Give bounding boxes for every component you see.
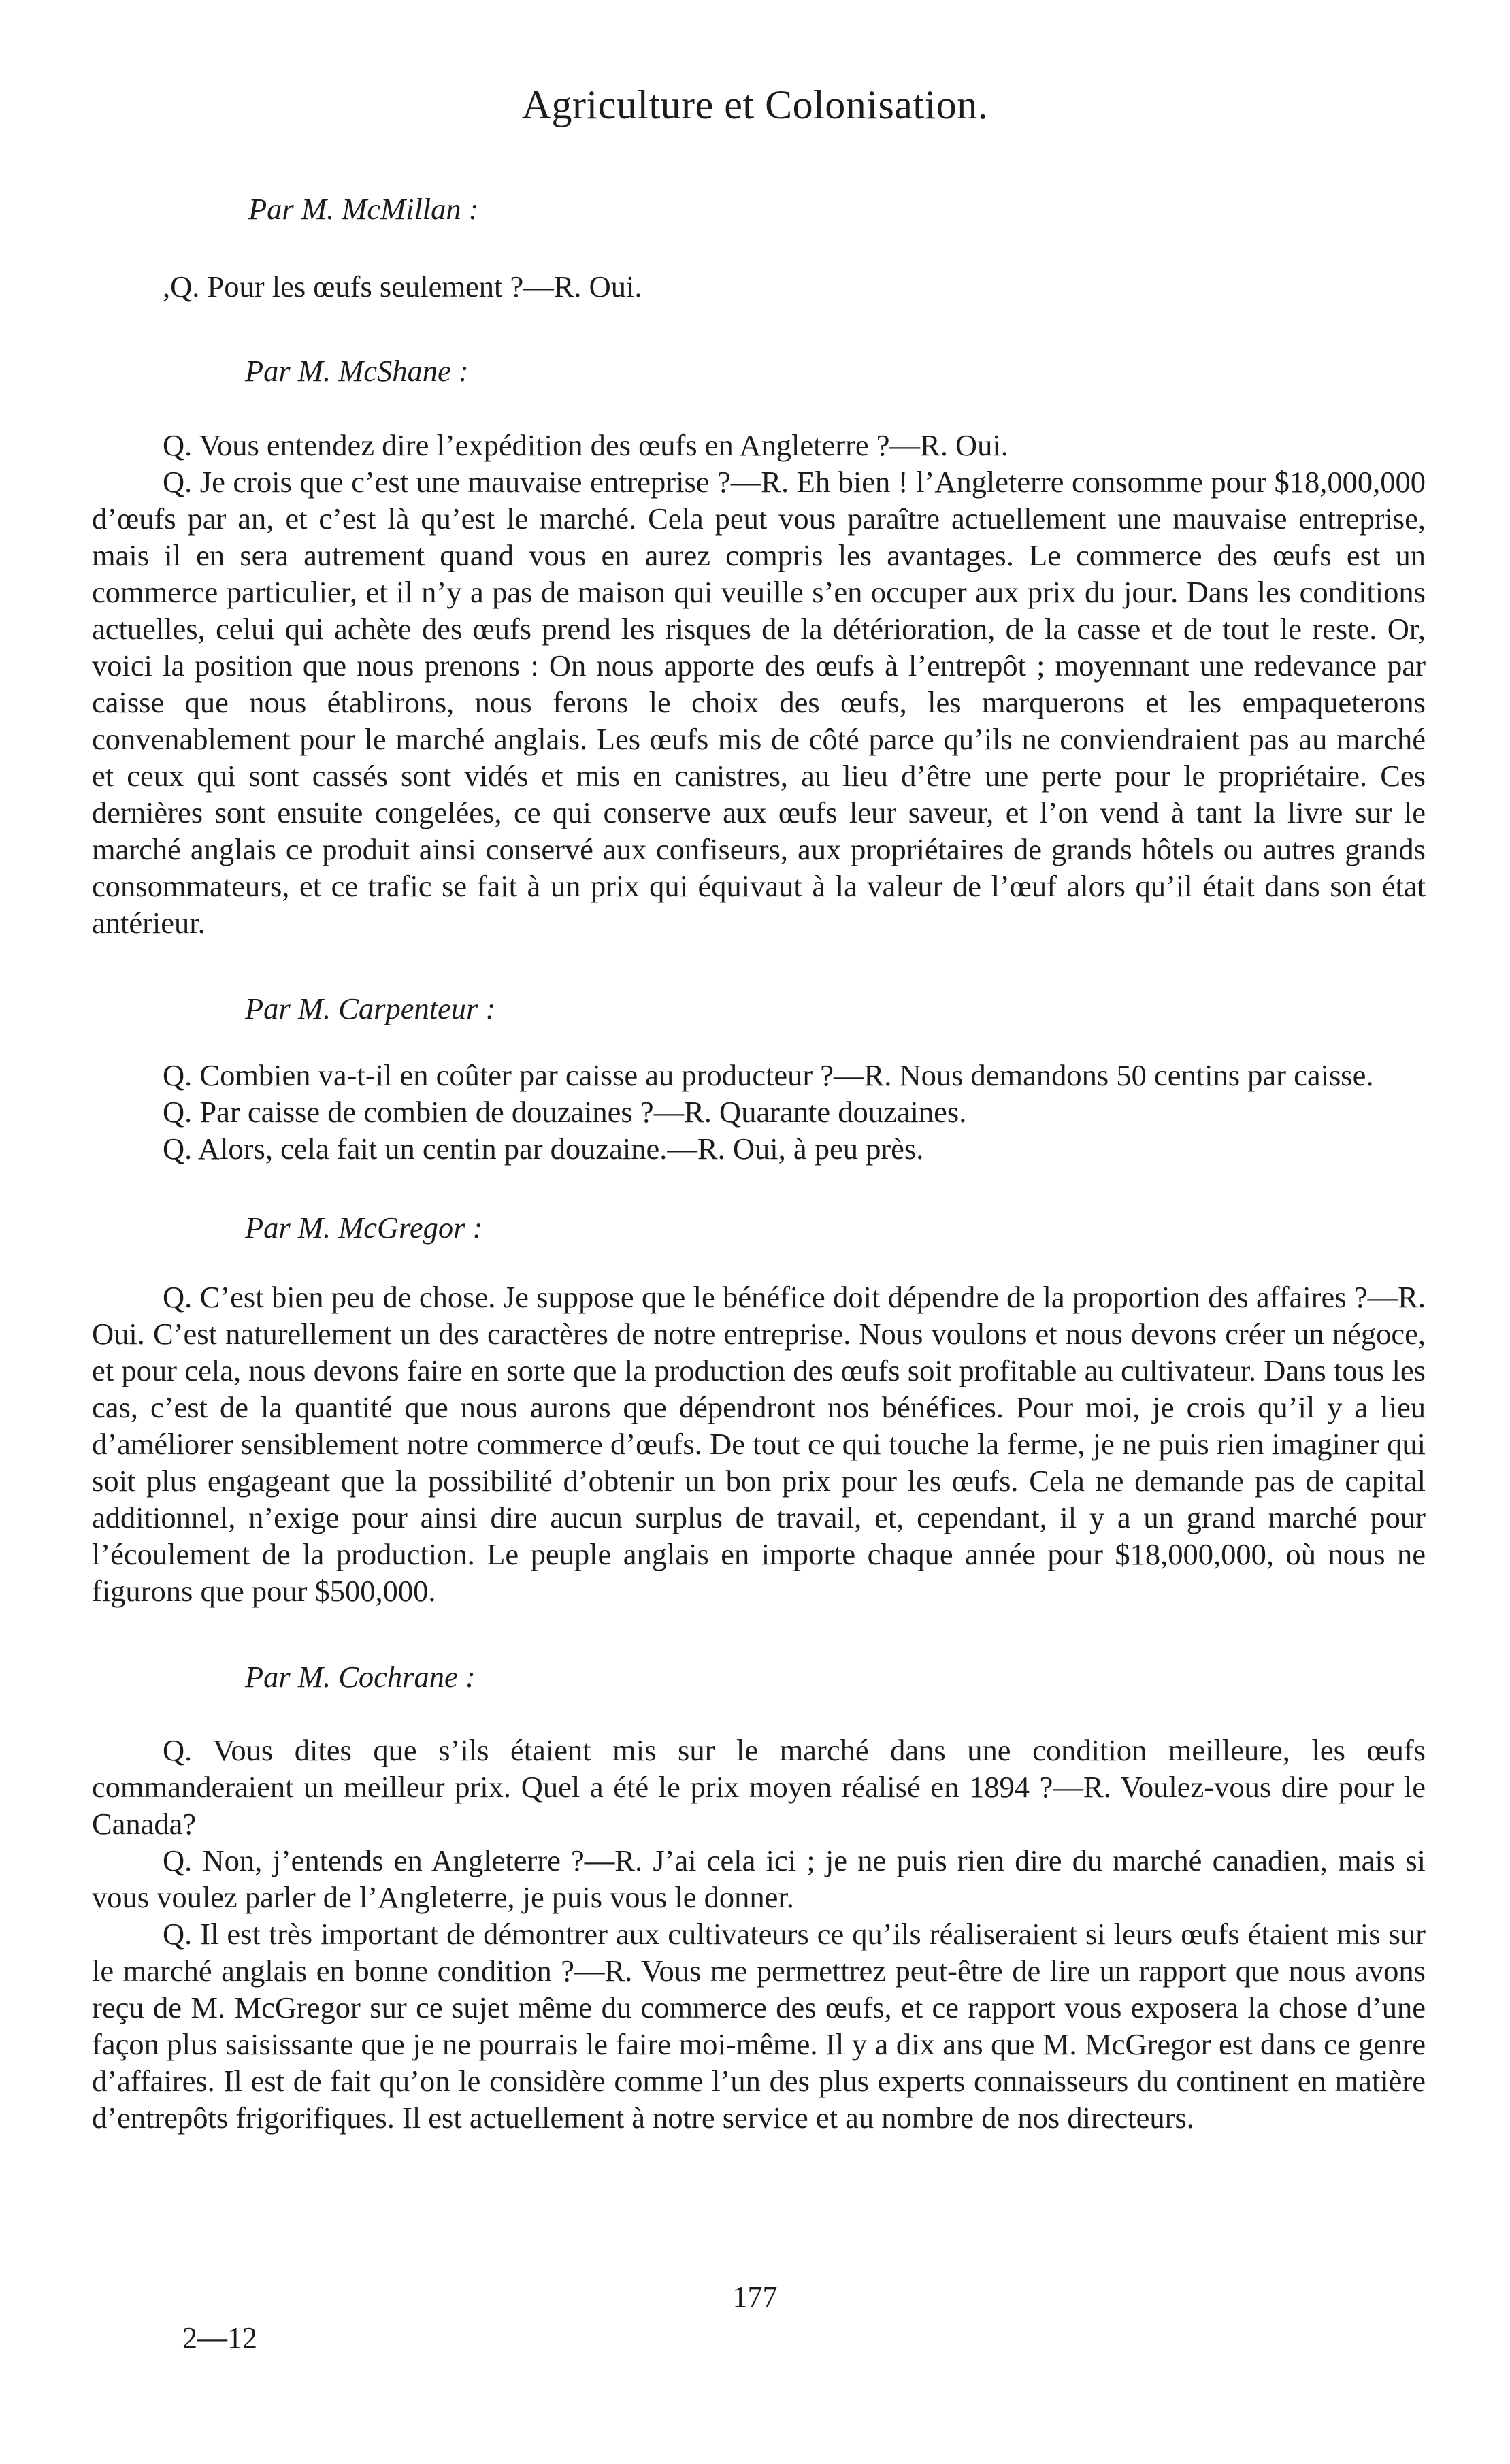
sheet-signature-mark: 2—12: [182, 2321, 257, 2354]
page-number: 177: [732, 2280, 778, 2314]
speaker-heading-mcmillan: Par M. McMillan :: [248, 192, 479, 226]
speaker-heading-cochrane: Par M. Cochrane :: [245, 1660, 476, 1694]
question-answer-paragraph: Q. Combien va-t-il en coûter par caisse au producteur ?—R. Nous demandons 50 centins par caisse.: [163, 1058, 1374, 1092]
speaker-heading-carpenteur: Par M. Carpenteur :: [245, 991, 496, 1025]
question-answer-paragraph: Q. Non, j’entends en Angleterre ?—R. J’ai cela ici ; je ne puis rien dire du marché canadien, mais si vous voulez parler de l’Angleterre, je puis vous le donner.: [92, 1843, 1426, 1914]
running-header-title: Agriculture et Colonisation.: [521, 82, 989, 127]
question-answer-paragraph: Q. Il est très important de démontrer aux cultivateurs ce qu’ils réaliseraient si leurs œufs étaient mis sur le marché anglais en bonne condition ?—R. Vous me permettrez peut-être de lire un rapport que nous avons reçu de M. McGregor sur ce sujet même du commerce des œufs, et ce rapport vous exposera la chose d’une façon plus saisissante que je ne pourrais le faire moi-même. Il y a dix ans que M. McGregor est dans ce genre d’affaires. Il est de fait qu’on le considère comme l’un des plus experts connaisseurs du continent en matière d’entrepôts frigorifiques. Il est actuellement à notre service et au nombre de nos directeurs.: [92, 1917, 1426, 2135]
document-body: [92, 191, 1426, 2136]
question-answer-paragraph: Q. Vous dites que s’ils étaient mis sur le marché dans une condition meilleure, les œufs commanderaient un meilleur prix. Quel a été le prix moyen réalisé en 1894 ?—R. Voulez-vous dire pour le Canada?: [92, 1733, 1426, 1841]
question-answer-paragraph: Q. Par caisse de combien de douzaines ?—R. Quarante douzaines.: [163, 1095, 967, 1129]
question-answer-paragraph: Q. Alors, cela fait un centin par douzaine.—R. Oui, à peu près.: [163, 1132, 924, 1166]
question-answer-paragraph: Q. C’est bien peu de chose. Je suppose que le bénéfice doit dépendre de la proportion des affaires ?—R. Oui. C’est naturellement un des caractères de notre entreprise. Nous voulons et nous devons créer un négoce, et pour cela, nous devons faire en sorte que la production des œufs soit profitable au cultivateur. Dans tous les cas, c’est de la quantité que nous aurons que dépendront nos bénéfices. Pour moi, je crois qu’il y a lieu d’améliorer sensiblement notre commerce d’œufs. De tout ce qui touche la ferme, je ne puis rien imaginer qui soit plus engageant que la possibilité d’obtenir un bon prix pour les œufs. Cela ne demande pas de capital additionnel, n’exige pour ainsi dire aucun surplus de travail, et, cependant, il y a un grand marché pour l’écoulement de la production. Le peuple anglais en importe chaque année pour $18,000,000, où nous ne figurons que pour $500,000.: [92, 1280, 1426, 1608]
question-answer-paragraph: ,Q. Pour les œufs seulement ?—R. Oui.: [163, 269, 642, 303]
speaker-heading-mcgregor: Par M. McGregor :: [245, 1211, 483, 1245]
speaker-heading-mcshane: Par M. McShane :: [245, 354, 469, 388]
question-answer-paragraph: Q. Vous entendez dire l’expédition des œufs en Angleterre ?—R. Oui.: [163, 428, 1008, 462]
question-answer-paragraph: Q. Je crois que c’est une mauvaise entreprise ?—R. Eh bien ! l’Angleterre consomme pour $18,000,000 d’œufs par an, et c’est là qu’est le marché. Cela peut vous paraître actuellement une mauvaise entreprise, mais il en sera autrement quand vous en aurez compris les avantages. Le commerce des œufs est un commerce particulier, et il n’y a pas de maison qui veuille s’en occuper aux prix du jour. Dans les conditions actuelles, celui qui achète des œufs prend les risques de la détérioration, de la casse et de tout le reste. Or, voici la position que nous prenons : On nous apporte des œufs à l’entrepôt ; moyennant une redevance par caisse que nous établirons, nous ferons le choix des œufs, les marquerons et les empaqueterons convenablement pour le marché anglais. Les œufs mis de côté parce qu’ils ne conviendraient pas au marché et ceux qui sont cassés sont vidés et mis en canistres, au lieu d’être une perte pour le propriétaire. Ces dernières sont ensuite congelées, ce qui conserve aux œufs leur saveur, et l’on vend à tant la livre sur le marché anglais ce produit ainsi conservé aux confiseurs, aux propriétaires de grands hôtels ou autres grands consommateurs, et ce trafic se fait à un prix qui équivaut à la valeur de l’œuf alors qu’il était dans son état antérieur.: [92, 465, 1426, 940]
